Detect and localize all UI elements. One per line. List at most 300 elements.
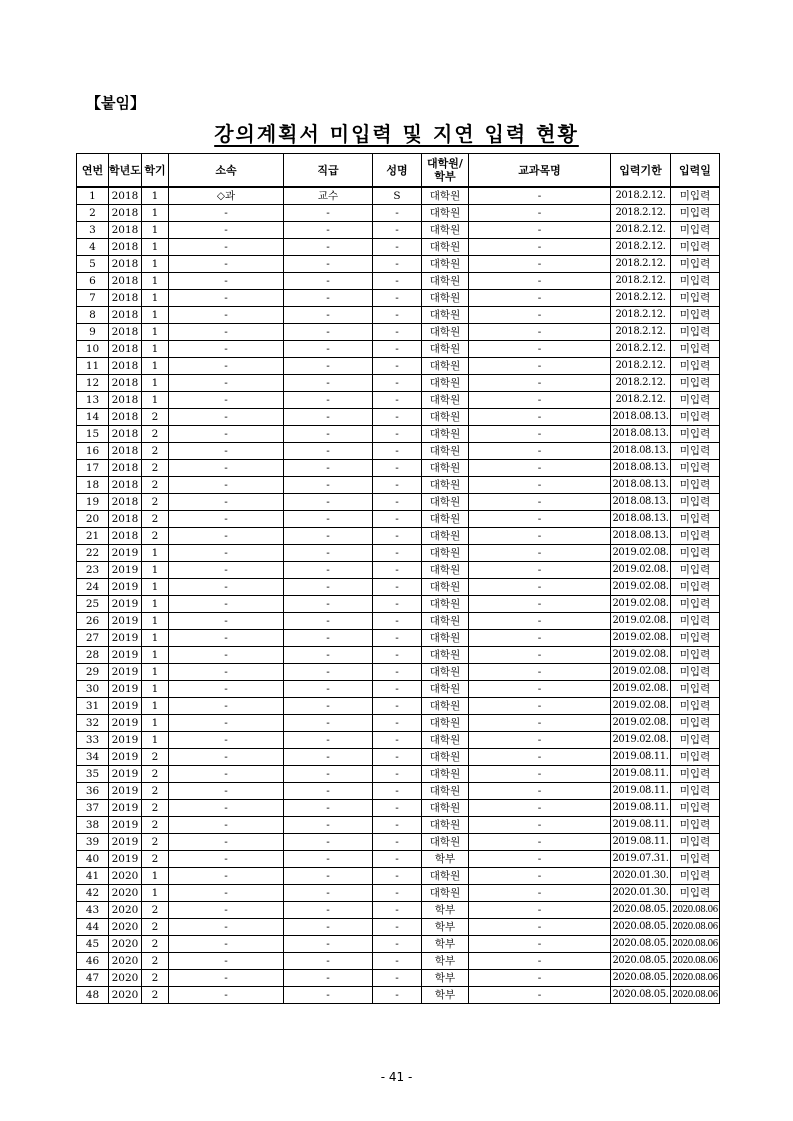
table-row [77, 868, 720, 885]
table-row [77, 392, 720, 409]
table-row [77, 698, 720, 715]
cell-year: 2019 [109, 647, 142, 664]
cell-name: - [373, 477, 422, 494]
cell-division: 대학원 [422, 477, 469, 494]
header-name: 성명 [373, 154, 422, 188]
cell-deadline: 2020.01.30. [611, 868, 671, 885]
cell-division: 대학원 [422, 885, 469, 902]
cell-name: - [373, 341, 422, 358]
table-row [77, 817, 720, 834]
cell-course: - [469, 545, 611, 562]
cell-position: - [284, 324, 373, 341]
cell-year: 2018 [109, 477, 142, 494]
cell-semester: 2 [142, 477, 169, 494]
cell-name: - [373, 749, 422, 766]
cell-position: - [284, 460, 373, 477]
cell-course: - [469, 698, 611, 715]
cell-year: 2018 [109, 222, 142, 239]
cell-course: - [469, 273, 611, 290]
cell-position: - [284, 868, 373, 885]
cell-name: - [373, 868, 422, 885]
cell-course: - [469, 630, 611, 647]
cell-entry-date: 미입력 [671, 834, 720, 851]
cell-name: - [373, 919, 422, 936]
cell-entry-date: 미입력 [671, 545, 720, 562]
page-number: - 41 - [380, 1070, 413, 1084]
table-row [77, 273, 720, 290]
cell-name: - [373, 290, 422, 307]
lecture-plan-status-table [76, 153, 720, 1004]
cell-no: 34 [77, 749, 109, 766]
cell-position: - [284, 766, 373, 783]
cell-course: - [469, 307, 611, 324]
cell-name: - [373, 579, 422, 596]
cell-no: 8 [77, 307, 109, 324]
cell-year: 2018 [109, 375, 142, 392]
cell-year: 2019 [109, 664, 142, 681]
cell-semester: 1 [142, 647, 169, 664]
cell-department: - [169, 239, 284, 256]
cell-course: - [469, 766, 611, 783]
cell-deadline: 2019.02.08. [611, 681, 671, 698]
cell-entry-date: 미입력 [671, 205, 720, 222]
cell-name: - [373, 613, 422, 630]
cell-year: 2020 [109, 936, 142, 953]
cell-no: 21 [77, 528, 109, 545]
cell-position: - [284, 783, 373, 800]
page-title-text: 강의계획서 미입력 및 지연 입력 현황 [214, 122, 579, 146]
cell-division: 대학원 [422, 290, 469, 307]
header-course: 교과목명 [469, 154, 611, 188]
table-row [77, 426, 720, 443]
cell-division: 대학원 [422, 273, 469, 290]
cell-year: 2019 [109, 834, 142, 851]
cell-year: 2019 [109, 715, 142, 732]
table-row [77, 936, 720, 953]
cell-course: - [469, 358, 611, 375]
cell-year: 2019 [109, 630, 142, 647]
cell-name: - [373, 800, 422, 817]
table-row [77, 970, 720, 987]
cell-position: - [284, 987, 373, 1004]
cell-department: - [169, 817, 284, 834]
cell-division: 학부 [422, 902, 469, 919]
table-row [77, 987, 720, 1004]
cell-name: - [373, 222, 422, 239]
cell-semester: 2 [142, 511, 169, 528]
cell-division: 학부 [422, 970, 469, 987]
cell-name: - [373, 324, 422, 341]
cell-name: - [373, 936, 422, 953]
cell-no: 40 [77, 851, 109, 868]
cell-position: - [284, 817, 373, 834]
table-body [77, 187, 720, 1004]
cell-year: 2018 [109, 409, 142, 426]
cell-semester: 2 [142, 919, 169, 936]
cell-no: 32 [77, 715, 109, 732]
cell-semester: 1 [142, 324, 169, 341]
table-header-row [77, 154, 720, 188]
cell-entry-date: 2020.08.06 [671, 970, 720, 987]
table-row [77, 460, 720, 477]
cell-deadline: 2019.02.08. [611, 647, 671, 664]
cell-division: 대학원 [422, 409, 469, 426]
cell-no: 20 [77, 511, 109, 528]
cell-position: - [284, 290, 373, 307]
cell-division: 대학원 [422, 749, 469, 766]
cell-entry-date: 미입력 [671, 800, 720, 817]
cell-year: 2019 [109, 851, 142, 868]
cell-course: - [469, 596, 611, 613]
cell-deadline: 2018.2.12. [611, 307, 671, 324]
cell-division: 대학원 [422, 834, 469, 851]
cell-name: - [373, 375, 422, 392]
cell-entry-date: 미입력 [671, 273, 720, 290]
cell-entry-date: 미입력 [671, 222, 720, 239]
cell-course: - [469, 324, 611, 341]
cell-entry-date: 미입력 [671, 817, 720, 834]
cell-name: - [373, 443, 422, 460]
cell-entry-date: 2020.08.06 [671, 936, 720, 953]
cell-division: 대학원 [422, 443, 469, 460]
cell-year: 2018 [109, 290, 142, 307]
cell-deadline: 2020.08.05. [611, 902, 671, 919]
cell-deadline: 2019.07.31. [611, 851, 671, 868]
cell-name: - [373, 664, 422, 681]
cell-name: - [373, 460, 422, 477]
cell-course: - [469, 919, 611, 936]
table-row [77, 205, 720, 222]
cell-name: - [373, 307, 422, 324]
cell-deadline: 2019.02.08. [611, 698, 671, 715]
cell-entry-date: 2020.08.06 [671, 953, 720, 970]
table-row [77, 324, 720, 341]
cell-no: 11 [77, 358, 109, 375]
cell-position: - [284, 664, 373, 681]
cell-no: 41 [77, 868, 109, 885]
cell-year: 2018 [109, 273, 142, 290]
table-row [77, 222, 720, 239]
cell-course: - [469, 885, 611, 902]
cell-entry-date: 2020.08.06 [671, 987, 720, 1004]
cell-position: - [284, 647, 373, 664]
cell-year: 2019 [109, 766, 142, 783]
cell-deadline: 2018.08.13. [611, 409, 671, 426]
table-row [77, 681, 720, 698]
cell-semester: 1 [142, 358, 169, 375]
cell-deadline: 2019.02.08. [611, 562, 671, 579]
cell-course: - [469, 341, 611, 358]
cell-course: - [469, 222, 611, 239]
cell-no: 13 [77, 392, 109, 409]
cell-year: 2019 [109, 545, 142, 562]
cell-division: 대학원 [422, 358, 469, 375]
cell-year: 2018 [109, 443, 142, 460]
table-row [77, 647, 720, 664]
table-row [77, 613, 720, 630]
cell-semester: 1 [142, 613, 169, 630]
cell-position: - [284, 630, 373, 647]
cell-name: - [373, 426, 422, 443]
cell-deadline: 2018.2.12. [611, 256, 671, 273]
cell-semester: 1 [142, 187, 169, 205]
cell-position: - [284, 834, 373, 851]
cell-semester: 1 [142, 698, 169, 715]
cell-no: 4 [77, 239, 109, 256]
cell-semester: 1 [142, 715, 169, 732]
cell-course: - [469, 460, 611, 477]
cell-entry-date: 미입력 [671, 324, 720, 341]
table-row [77, 494, 720, 511]
cell-no: 2 [77, 205, 109, 222]
cell-position: - [284, 528, 373, 545]
cell-year: 2018 [109, 460, 142, 477]
table-row [77, 562, 720, 579]
cell-department: - [169, 205, 284, 222]
cell-department: - [169, 392, 284, 409]
cell-course: - [469, 953, 611, 970]
cell-semester: 2 [142, 936, 169, 953]
cell-division: 대학원 [422, 256, 469, 273]
table-row [77, 545, 720, 562]
cell-position: - [284, 902, 373, 919]
page-title [0, 118, 793, 147]
cell-course: - [469, 970, 611, 987]
cell-semester: 1 [142, 273, 169, 290]
table-row [77, 579, 720, 596]
cell-name: - [373, 681, 422, 698]
table-row [77, 239, 720, 256]
cell-name: - [373, 817, 422, 834]
cell-entry-date: 미입력 [671, 647, 720, 664]
cell-semester: 1 [142, 205, 169, 222]
cell-department: - [169, 647, 284, 664]
cell-division: 대학원 [422, 324, 469, 341]
cell-no: 25 [77, 596, 109, 613]
cell-division: 대학원 [422, 426, 469, 443]
cell-no: 46 [77, 953, 109, 970]
table-row [77, 256, 720, 273]
cell-division: 대학원 [422, 511, 469, 528]
cell-course: - [469, 256, 611, 273]
cell-position: - [284, 851, 373, 868]
cell-division: 대학원 [422, 341, 469, 358]
cell-course: - [469, 817, 611, 834]
cell-deadline: 2020.01.30. [611, 885, 671, 902]
cell-semester: 2 [142, 902, 169, 919]
cell-entry-date: 미입력 [671, 239, 720, 256]
header-department: 소속 [169, 154, 284, 188]
cell-department: - [169, 630, 284, 647]
cell-division: 대학원 [422, 494, 469, 511]
cell-department: - [169, 579, 284, 596]
cell-deadline: 2018.2.12. [611, 392, 671, 409]
cell-department: - [169, 443, 284, 460]
cell-no: 45 [77, 936, 109, 953]
table-row [77, 715, 720, 732]
cell-year: 2018 [109, 324, 142, 341]
cell-deadline: 2018.2.12. [611, 324, 671, 341]
cell-deadline: 2019.02.08. [611, 664, 671, 681]
cell-deadline: 2019.08.11. [611, 800, 671, 817]
cell-position: - [284, 613, 373, 630]
cell-deadline: 2019.08.11. [611, 749, 671, 766]
cell-department: - [169, 596, 284, 613]
cell-name: - [373, 358, 422, 375]
cell-course: - [469, 851, 611, 868]
cell-deadline: 2018.08.13. [611, 528, 671, 545]
cell-division: 대학원 [422, 613, 469, 630]
cell-name: - [373, 409, 422, 426]
cell-deadline: 2020.08.05. [611, 919, 671, 936]
cell-name: - [373, 239, 422, 256]
cell-department: - [169, 511, 284, 528]
cell-position: - [284, 341, 373, 358]
cell-department: - [169, 494, 284, 511]
cell-name: - [373, 698, 422, 715]
cell-course: - [469, 681, 611, 698]
cell-semester: 2 [142, 460, 169, 477]
table-row [77, 358, 720, 375]
cell-division: 대학원 [422, 715, 469, 732]
cell-name: - [373, 392, 422, 409]
cell-entry-date: 미입력 [671, 630, 720, 647]
cell-year: 2020 [109, 868, 142, 885]
cell-division: 대학원 [422, 681, 469, 698]
cell-division: 대학원 [422, 800, 469, 817]
cell-division: 대학원 [422, 239, 469, 256]
cell-division: 학부 [422, 953, 469, 970]
table-row [77, 511, 720, 528]
cell-year: 2018 [109, 528, 142, 545]
cell-entry-date: 미입력 [671, 783, 720, 800]
cell-position: - [284, 681, 373, 698]
cell-no: 28 [77, 647, 109, 664]
cell-name: - [373, 273, 422, 290]
cell-year: 2020 [109, 970, 142, 987]
cell-course: - [469, 647, 611, 664]
cell-semester: 1 [142, 681, 169, 698]
cell-name: - [373, 783, 422, 800]
table-row [77, 528, 720, 545]
cell-semester: 1 [142, 732, 169, 749]
cell-department: - [169, 868, 284, 885]
cell-entry-date: 미입력 [671, 766, 720, 783]
cell-division: 대학원 [422, 630, 469, 647]
cell-division: 대학원 [422, 545, 469, 562]
cell-name: - [373, 562, 422, 579]
cell-division: 대학원 [422, 664, 469, 681]
cell-course: - [469, 902, 611, 919]
cell-position: - [284, 426, 373, 443]
cell-position: - [284, 256, 373, 273]
table-row [77, 766, 720, 783]
cell-department: - [169, 256, 284, 273]
table-row [77, 902, 720, 919]
cell-name: - [373, 732, 422, 749]
cell-division: 대학원 [422, 647, 469, 664]
table-row [77, 341, 720, 358]
cell-deadline: 2019.02.08. [611, 545, 671, 562]
cell-no: 1 [77, 187, 109, 205]
cell-course: - [469, 562, 611, 579]
cell-course: - [469, 239, 611, 256]
cell-deadline: 2018.2.12. [611, 273, 671, 290]
cell-deadline: 2018.08.13. [611, 426, 671, 443]
cell-position: 교수 [284, 187, 373, 205]
cell-deadline: 2020.08.05. [611, 936, 671, 953]
cell-deadline: 2019.02.08. [611, 732, 671, 749]
cell-position: - [284, 545, 373, 562]
cell-no: 26 [77, 613, 109, 630]
cell-course: - [469, 613, 611, 630]
cell-name: S [373, 187, 422, 205]
cell-division: 대학원 [422, 562, 469, 579]
cell-semester: 1 [142, 545, 169, 562]
header-entry-date: 입력일 [671, 154, 720, 188]
cell-semester: 1 [142, 290, 169, 307]
cell-department: - [169, 341, 284, 358]
cell-semester: 1 [142, 375, 169, 392]
header-deadline: 입력기한 [611, 154, 671, 188]
cell-department: - [169, 460, 284, 477]
table-row [77, 664, 720, 681]
cell-department: - [169, 528, 284, 545]
cell-deadline: 2018.08.13. [611, 443, 671, 460]
cell-division: 학부 [422, 851, 469, 868]
cell-name: - [373, 953, 422, 970]
cell-division: 대학원 [422, 222, 469, 239]
cell-division: 대학원 [422, 375, 469, 392]
cell-entry-date: 미입력 [671, 851, 720, 868]
cell-course: - [469, 936, 611, 953]
table-row [77, 783, 720, 800]
cell-semester: 2 [142, 409, 169, 426]
cell-year: 2018 [109, 205, 142, 222]
cell-no: 17 [77, 460, 109, 477]
cell-year: 2018 [109, 307, 142, 324]
cell-no: 10 [77, 341, 109, 358]
cell-division: 대학원 [422, 783, 469, 800]
cell-department: - [169, 834, 284, 851]
cell-semester: 2 [142, 953, 169, 970]
cell-entry-date: 미입력 [671, 187, 720, 205]
cell-entry-date: 미입력 [671, 596, 720, 613]
cell-position: - [284, 375, 373, 392]
cell-position: - [284, 953, 373, 970]
cell-name: - [373, 885, 422, 902]
cell-position: - [284, 222, 373, 239]
cell-department: - [169, 851, 284, 868]
cell-entry-date: 미입력 [671, 426, 720, 443]
cell-year: 2019 [109, 817, 142, 834]
cell-deadline: 2019.02.08. [611, 613, 671, 630]
cell-position: - [284, 698, 373, 715]
cell-department: - [169, 664, 284, 681]
cell-department: - [169, 885, 284, 902]
cell-course: - [469, 409, 611, 426]
cell-deadline: 2019.08.11. [611, 817, 671, 834]
cell-entry-date: 미입력 [671, 732, 720, 749]
cell-semester: 2 [142, 426, 169, 443]
cell-division: 대학원 [422, 392, 469, 409]
cell-name: - [373, 715, 422, 732]
cell-department: - [169, 273, 284, 290]
cell-course: - [469, 187, 611, 205]
cell-year: 2018 [109, 426, 142, 443]
cell-department: - [169, 902, 284, 919]
cell-deadline: 2019.08.11. [611, 834, 671, 851]
